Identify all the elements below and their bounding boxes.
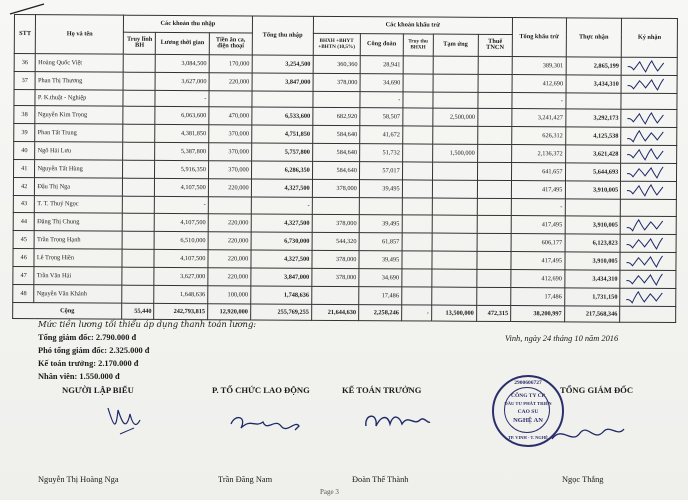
cell-union: 58,507 (360, 108, 403, 126)
cell-arrears (122, 285, 154, 303)
total-insurance-arrears: - (401, 304, 431, 321)
cell-total-income: - (251, 197, 312, 214)
cell-total-deductions: 626,312 (512, 127, 566, 145)
cell-signature (620, 216, 676, 234)
cell-insurance-arrears (403, 108, 433, 126)
cell-name: Ngô Hải Lưu (35, 142, 123, 161)
col-meal: Tiền ăn ca, điện thoại (209, 32, 252, 54)
cell-net-pay: 3,434,310 (566, 74, 622, 92)
cell-insurance-arrears (402, 126, 432, 144)
cell-meal (208, 197, 251, 214)
cell-total-deductions: 3,241,427 (512, 109, 566, 127)
cell-total-deductions: - (511, 199, 565, 216)
cell-insurance-arrears (402, 144, 432, 162)
cell-net-pay: 3,621,428 (565, 145, 621, 163)
cell-advance (433, 92, 478, 109)
cell-tax (477, 108, 511, 126)
col-insurance-arrears: Truy thu BHXH (403, 33, 433, 55)
cell-insurance (312, 286, 359, 304)
cell-advance (432, 251, 477, 269)
col-insurance: BHXH +BHYT +BHTN (10,5%) (313, 33, 360, 55)
row-signature (623, 146, 673, 161)
cell-total-deductions: 417,495 (511, 251, 565, 269)
cell-signature (621, 181, 677, 199)
cell-tax (477, 215, 511, 233)
cell-signature (621, 109, 677, 127)
cell-total-deductions: 417,495 (511, 181, 565, 199)
cell-net-pay (565, 92, 621, 109)
cell-salary: 5,916,350 (155, 160, 209, 178)
col-salary: Lương thời gian (156, 32, 210, 54)
cell-salary: 4,107,500 (154, 249, 208, 267)
cell-tax (476, 287, 510, 305)
cell-net-pay: 3,292,173 (565, 109, 621, 127)
preparer-role: NGƯỜI LẬP BIỂU (62, 385, 134, 395)
notes-staff: Nhân viên: 1.550.000 đ (38, 372, 120, 381)
cell-name: Phan Tất Trung (35, 124, 123, 143)
cell-name: Trần Trọng Hạnh (34, 230, 122, 249)
cell-stt: 46 (13, 248, 35, 266)
cell-meal: 470,000 (209, 107, 252, 125)
cell-meal: 370,000 (208, 143, 251, 161)
total-arrears: 55,440 (122, 303, 154, 320)
stamp-city: TP. VINH - T. NGHỆ (507, 435, 549, 440)
col-total-deductions: Tổng khấu trừ (512, 18, 566, 57)
accountant-signature (360, 400, 435, 440)
total-total-deductions: 38,200,997 (511, 305, 565, 322)
cell-name: Phan Thị Thương (35, 71, 123, 90)
row-signature (623, 164, 673, 179)
col-union: Công đoàn (360, 33, 403, 55)
cell-tax (476, 269, 510, 287)
cell-name: Đặng Thị Chung (35, 212, 123, 231)
cell-salary: - (155, 90, 209, 107)
row-signature (623, 128, 673, 143)
stamp-line-2: ĐẦU TƯ PHÁT TRIỂN (504, 401, 552, 406)
cell-insurance-arrears (402, 198, 432, 215)
col-group-income: Các khoản thu nhập (124, 15, 253, 32)
row-signature (623, 234, 673, 249)
notes-ceo: Tổng giám đốc: 2.790.000 đ (38, 333, 137, 342)
col-advance: Tạm ứng (433, 34, 478, 56)
cell-net-pay: 3,910,005 (565, 181, 621, 199)
cell-stt: 40 (14, 142, 36, 160)
cell-stt: 38 (14, 106, 36, 124)
cell-advance (433, 56, 478, 74)
cell-signature (621, 145, 677, 163)
cell-signature (620, 252, 676, 270)
row-signature (623, 270, 673, 285)
cell-arrears (123, 124, 155, 142)
hr-role: P. TỔ CHỨC LAO ĐỘNG (212, 385, 310, 395)
cell-tax (477, 144, 511, 162)
cell-insurance: 378,000 (312, 214, 359, 232)
cell-name: Hoàng Quốc Việt (36, 53, 124, 72)
cell-advance (432, 215, 477, 233)
cell-salary: 4,107,500 (155, 178, 209, 196)
cell-signature (621, 75, 677, 93)
salary-notes (38, 318, 256, 383)
cell-stt: 42 (13, 178, 35, 196)
cell-tax (478, 74, 512, 92)
cell-stt: 45 (13, 230, 35, 248)
cell-insurance-arrears (402, 232, 432, 250)
row-signature (624, 75, 674, 90)
cell-meal: 100,000 (208, 285, 251, 303)
cell-tax (477, 198, 511, 215)
cell-arrears (123, 160, 155, 178)
cell-union: 39,495 (359, 214, 402, 232)
cell-union: 39,495 (359, 250, 402, 268)
col-net-pay: Thực nhận (566, 18, 622, 57)
cell-salary: 5,387,800 (155, 142, 209, 160)
cell-insurance: 682,920 (313, 107, 360, 125)
cell-salary: 1,648,636 (154, 285, 208, 303)
cell-stt (14, 89, 36, 106)
cell-net-pay: 2,865,199 (566, 56, 622, 74)
cell-insurance-arrears (403, 55, 433, 73)
total-meal: 12,920,000 (208, 303, 251, 320)
cell-salary: 6,510,000 (154, 231, 208, 249)
col-name: Họ và tên (36, 15, 124, 54)
row-signature (623, 252, 673, 267)
cell-arrears (123, 178, 155, 196)
cell-arrears (123, 54, 155, 72)
total-insurance: 21,644,630 (311, 304, 358, 321)
cell-total-income: 6,730,000 (251, 231, 312, 249)
cell-stt: 36 (14, 53, 36, 71)
cell-total-deductions: 412,690 (511, 269, 565, 287)
cell-insurance: 378,000 (312, 250, 359, 268)
col-stt: STT (14, 15, 36, 54)
cell-union: 34,690 (359, 268, 402, 286)
cell-stt: 44 (13, 212, 35, 230)
cell-union: 39,495 (359, 180, 402, 198)
cell-signature (620, 270, 676, 288)
cell-arrears (123, 142, 155, 160)
cell-total-deductions: 641,657 (511, 163, 565, 181)
cell-arrears (123, 106, 155, 124)
company-stamp (492, 375, 564, 447)
cell-total-income: 5,757,800 (251, 143, 312, 161)
hr-name: Trần Đăng Nam (218, 475, 273, 484)
cell-advance (432, 126, 477, 144)
cell-net-pay (565, 199, 621, 216)
cell-total-income: 3,847,000 (252, 72, 313, 90)
cell-insurance: 584,640 (312, 125, 359, 143)
cell-insurance-arrears (402, 268, 432, 286)
total-salary: 242,793,815 (154, 303, 208, 320)
cell-stt: 39 (14, 124, 36, 142)
director-name: Ngọc Thắng (562, 475, 604, 484)
cell-insurance-arrears (402, 250, 432, 268)
cell-insurance-arrears (403, 91, 433, 108)
cell-insurance: 378,000 (313, 73, 360, 91)
cell-arrears (123, 196, 155, 213)
cell-total-income: 4,327,500 (251, 213, 312, 231)
cell-net-pay: 3,434,310 (564, 269, 620, 287)
cell-insurance-arrears (402, 214, 432, 232)
cell-union: 57,017 (359, 162, 402, 180)
cell-signature (621, 163, 677, 181)
row-signature (622, 288, 672, 303)
cell-meal: 220,000 (208, 267, 251, 285)
cell-name: T. T. Thuý Ngọc (35, 196, 123, 213)
cell-total-deductions: 417,495 (511, 215, 565, 233)
stamp-tax-code: 2900606727 (514, 380, 542, 386)
cell-advance (433, 74, 478, 92)
cell-total-deductions: 412,690 (512, 74, 566, 92)
cell-tax (478, 56, 512, 74)
cell-insurance (312, 197, 359, 214)
cell-name: P. K.thuật - Nghiệp (35, 89, 123, 106)
cell-insurance: 584,640 (312, 143, 359, 161)
cell-total-income: 3,254,500 (252, 54, 313, 72)
cell-tax (477, 126, 511, 144)
cell-advance (432, 269, 477, 287)
cell-union: 61,857 (359, 232, 402, 250)
cell-meal: 220,000 (208, 249, 251, 267)
cell-signature (621, 93, 677, 110)
cell-salary: 6,063,600 (155, 106, 209, 124)
cell-stt: 48 (13, 284, 35, 302)
col-arrears: Truy lĩnh BH (123, 32, 155, 54)
cell-total-income: 6,286,350 (251, 161, 312, 179)
stamp-line-4: NGHỆ AN (513, 417, 543, 424)
cell-total-income: 4,751,850 (251, 125, 312, 143)
cell-union: 28,941 (360, 55, 403, 73)
cell-insurance-arrears (402, 162, 432, 180)
cell-arrears (122, 231, 154, 249)
cell-total-deductions: 2,136,372 (512, 145, 566, 163)
cell-net-pay: 3,910,005 (564, 251, 620, 269)
cell-stt: 37 (14, 71, 36, 89)
col-tax: Thuế TNCN (478, 34, 512, 56)
total-label: Cộng (13, 302, 122, 319)
cell-insurance-arrears (403, 73, 433, 91)
cell-arrears (122, 249, 154, 267)
cell-insurance-arrears (402, 180, 432, 198)
cell-total-income: 3,847,000 (251, 267, 312, 285)
cell-salary: 3,627,000 (155, 72, 209, 90)
total-advance: 13,500,000 (431, 305, 476, 322)
notes-accountant: Kế toán trưởng: 2.170.000 đ (38, 359, 139, 368)
cell-meal (209, 90, 252, 107)
cell-total-deductions: - (512, 92, 566, 109)
cell-meal: 170,000 (209, 54, 252, 72)
cell-advance (432, 233, 477, 251)
cell-arrears (123, 72, 155, 90)
cell-net-pay: 3,910,005 (565, 215, 621, 233)
cell-total-income: 4,327,500 (251, 179, 312, 197)
cell-net-pay: 4,125,538 (565, 127, 621, 145)
row-signature (624, 110, 674, 125)
preparer-signature (100, 400, 150, 440)
accountant-name: Đoàn Thế Thành (352, 475, 409, 484)
preparer-name: Nguyễn Thị Hoàng Nga (38, 475, 119, 484)
hr-signature (225, 408, 305, 442)
total-tax: 472,315 (476, 305, 510, 322)
cell-advance (431, 287, 476, 305)
cell-meal: 220,000 (209, 72, 252, 90)
cell-name: Trần Văn Hải (34, 266, 122, 285)
row-signature (623, 216, 673, 231)
total-net-pay: 217,568,346 (564, 305, 620, 322)
cell-union (359, 198, 402, 215)
cell-arrears (122, 267, 154, 285)
col-group-deductions: Các khoản khấu trừ (313, 16, 512, 34)
cell-tax (477, 233, 511, 251)
cell-salary: - (155, 196, 209, 213)
col-signature: Ký nhận (621, 18, 677, 57)
total-signature (620, 306, 676, 323)
cell-signature (621, 57, 677, 75)
cell-total-income: 4,327,500 (251, 249, 312, 267)
header-row-1 (14, 15, 677, 36)
cell-name: Đậu Thị Nga (35, 178, 123, 197)
cell-tax (477, 162, 511, 180)
cell-name: Lê Trọng Hiền (34, 248, 122, 267)
cell-salary: 3,627,000 (154, 267, 208, 285)
cell-signature (620, 288, 676, 306)
cell-tax (478, 92, 512, 109)
cell-meal: 370,000 (208, 161, 251, 179)
cell-signature (621, 127, 677, 145)
cell-total-income (252, 90, 313, 107)
cell-advance (432, 198, 477, 215)
cell-arrears (122, 213, 154, 231)
cell-meal: 220,000 (208, 231, 251, 249)
cell-total-deductions: 17,486 (511, 287, 565, 305)
accountant-role: KẾ TOÁN TRƯỞNG (342, 385, 422, 395)
cell-advance: 1,500,000 (432, 144, 477, 162)
cell-total-income: 1,748,636 (250, 285, 311, 303)
payroll-table (12, 14, 678, 323)
cell-union: 41,672 (360, 126, 403, 144)
director-role: TỔNG GIÁM ĐỐC (560, 385, 634, 395)
cell-name: Nguyễn Văn Khánh (34, 284, 122, 303)
total-union: 2,258,246 (359, 304, 402, 321)
notes-title: Mức tiền lương tối thiểu áp dụng thanh toán lương: (38, 319, 257, 329)
cell-insurance-arrears (401, 286, 431, 304)
cell-arrears (123, 90, 155, 107)
cell-insurance: 378,000 (312, 179, 359, 197)
cell-signature (620, 199, 676, 216)
cell-total-deductions: 389,301 (512, 56, 566, 74)
total-total-income: 255,769,255 (250, 303, 311, 320)
cell-salary: 4,381,850 (155, 124, 209, 142)
cell-tax (477, 251, 511, 269)
cell-union: 51,732 (359, 144, 402, 162)
page-number: Page 3 (320, 488, 339, 496)
cell-insurance: 584,640 (312, 161, 359, 179)
cell-union: - (360, 91, 403, 108)
cell-name: Nguyễn Tất Hùng (35, 160, 123, 179)
cell-net-pay: 6,123,823 (565, 233, 621, 251)
col-total-income: Tổng thu nhập (252, 16, 313, 55)
cell-insurance (313, 91, 360, 108)
cell-advance: 2,500,000 (433, 108, 478, 126)
cell-salary: 3,084,500 (155, 54, 209, 72)
cell-net-pay: 1,731,150 (564, 287, 620, 305)
cell-name: Nguyễn Kim Trọng (35, 106, 123, 125)
cell-stt: 43 (13, 195, 35, 212)
cell-insurance: 544,320 (312, 232, 359, 250)
cell-union: 34,690 (360, 73, 403, 91)
cell-stt: 41 (14, 160, 36, 178)
cell-total-deductions: 606,177 (511, 233, 565, 251)
cell-insurance: 378,000 (312, 268, 359, 286)
cell-salary: 4,107,500 (155, 213, 209, 231)
notes-deputy: Phó tổng giám đốc: 2.325.000 đ (38, 346, 150, 355)
document-date: Vinh, ngày 24 tháng 10 năm 2016 (505, 334, 619, 343)
row-signature (624, 57, 674, 72)
cell-meal: 220,000 (208, 213, 251, 231)
cell-net-pay: 5,644,693 (565, 163, 621, 181)
cell-meal: 220,000 (208, 179, 251, 197)
stamp-line-3: CAO SU (517, 409, 539, 415)
cell-total-income: 6,533,600 (252, 107, 313, 125)
stamp-line-1: CÔNG TY CP (511, 393, 545, 399)
cell-tax (477, 180, 511, 198)
cell-signature (620, 234, 676, 252)
cell-meal: 370,000 (209, 125, 252, 143)
cell-insurance: 360,360 (313, 55, 360, 73)
row-signature (623, 182, 673, 197)
cell-advance (432, 162, 477, 180)
cell-advance (432, 180, 477, 198)
cell-union: 17,486 (359, 286, 402, 304)
cell-stt: 47 (13, 266, 35, 284)
